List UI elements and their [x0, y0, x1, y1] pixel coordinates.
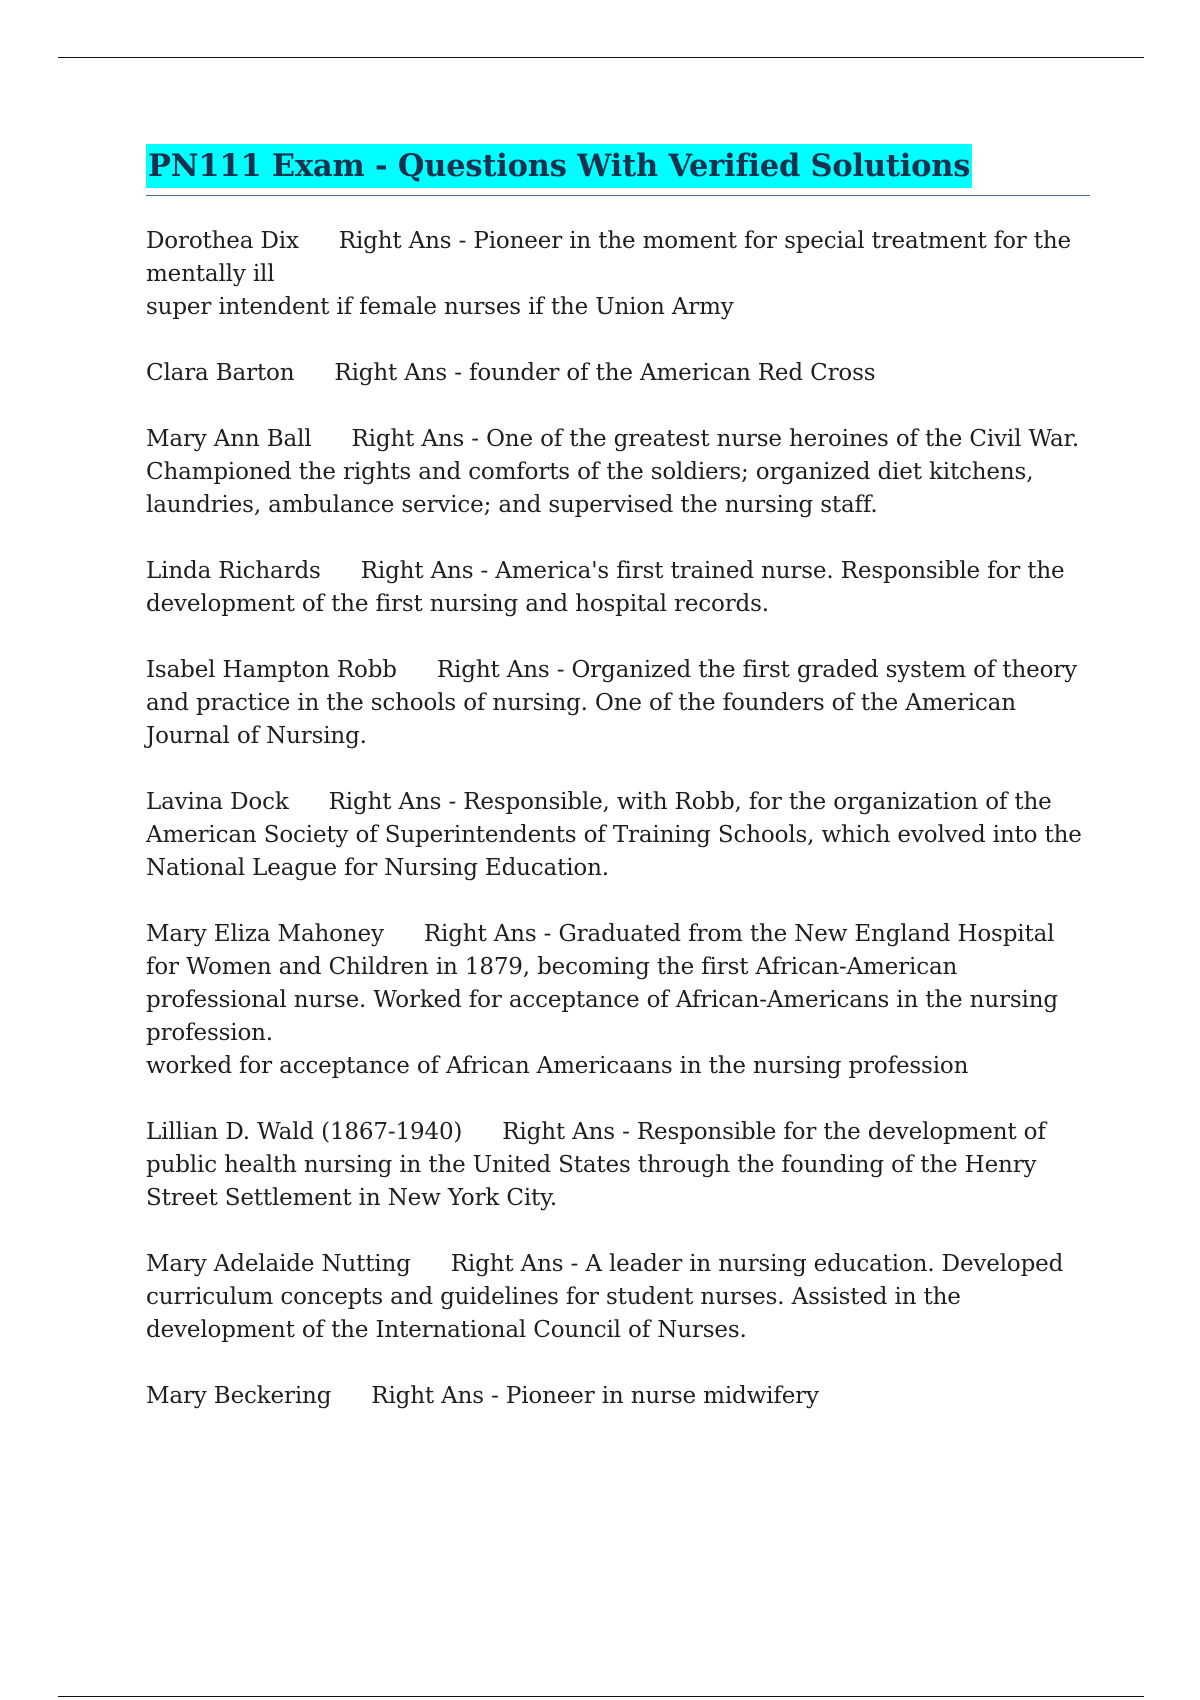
qa-answer: Right Ans - Pioneer in nurse midwifery [371, 1383, 819, 1409]
qa-item [146, 918, 1090, 1083]
qa-item [146, 1380, 1090, 1413]
qa-item [146, 654, 1090, 753]
qa-answer: Right Ans - Pioneer in the moment for special treatment for the mentally ill [146, 228, 1071, 287]
document-title: PN111 Exam - Questions With Verified Solutions [146, 144, 972, 188]
qa-answer: Right Ans - America's first trained nurse. Responsible for the development of the first nursing and hospital records. [146, 558, 1065, 617]
top-rule [58, 57, 1144, 58]
qa-item [146, 1248, 1090, 1347]
qa-answer: Right Ans - A leader in nursing education. Developed curriculum concepts and guidelines for student nurses. Assisted in the development of the International Council of Nurses. [146, 1251, 1064, 1343]
qa-term: Mary Eliza Mahoney [146, 921, 384, 947]
qa-item [146, 555, 1090, 621]
bottom-rule [58, 1696, 1144, 1697]
qa-term: Isabel Hampton Robb [146, 657, 397, 683]
qa-item [146, 423, 1090, 522]
qa-extra-note: worked for acceptance of African Americaans in the nursing profession [146, 1053, 969, 1079]
qa-answer: Right Ans - founder of the American Red Cross [334, 360, 876, 386]
qa-term: Dorothea Dix [146, 228, 299, 254]
qa-term: Lillian D. Wald (1867-1940) [146, 1119, 463, 1145]
qa-answer: Right Ans - Responsible for the development of public health nursing in the United States through the founding of the Henry Street Settlement in New York City. [146, 1119, 1046, 1211]
qa-term: Clara Barton [146, 360, 295, 386]
qa-term: Linda Richards [146, 558, 321, 584]
qa-item [146, 225, 1090, 324]
qa-item [146, 786, 1090, 885]
qa-term: Mary Adelaide Nutting [146, 1251, 411, 1277]
qa-answer: Right Ans - Responsible, with Robb, for the organization of the American Society of Superintendents of Training Schools, which evolved into the National League for Nursing Education. [146, 789, 1082, 881]
qa-answer: Right Ans - Organized the first graded system of theory and practice in the schools of nursing. One of the founders of the American Journal of Nursing. [146, 657, 1077, 749]
title-block [146, 144, 1090, 196]
document-body [146, 144, 1090, 1446]
qa-extra-note: super intendent if female nurses if the Union Army [146, 294, 734, 320]
qa-item [146, 1116, 1090, 1215]
qa-term: Mary Beckering [146, 1383, 332, 1409]
qa-item [146, 357, 1090, 390]
qa-term: Mary Ann Ball [146, 426, 312, 452]
qa-answer: Right Ans - One of the greatest nurse heroines of the Civil War. Championed the rights and comforts of the soldiers; organized diet kitchens, laundries, ambulance service; and supervised the nursing staff. [146, 426, 1080, 518]
qa-term: Lavina Dock [146, 789, 289, 815]
qa-answer: Right Ans - Graduated from the New England Hospital for Women and Children in 1879, becoming the first African-American professional nurse. Worked for acceptance of African-Americans in the nursing profession. [146, 921, 1058, 1046]
